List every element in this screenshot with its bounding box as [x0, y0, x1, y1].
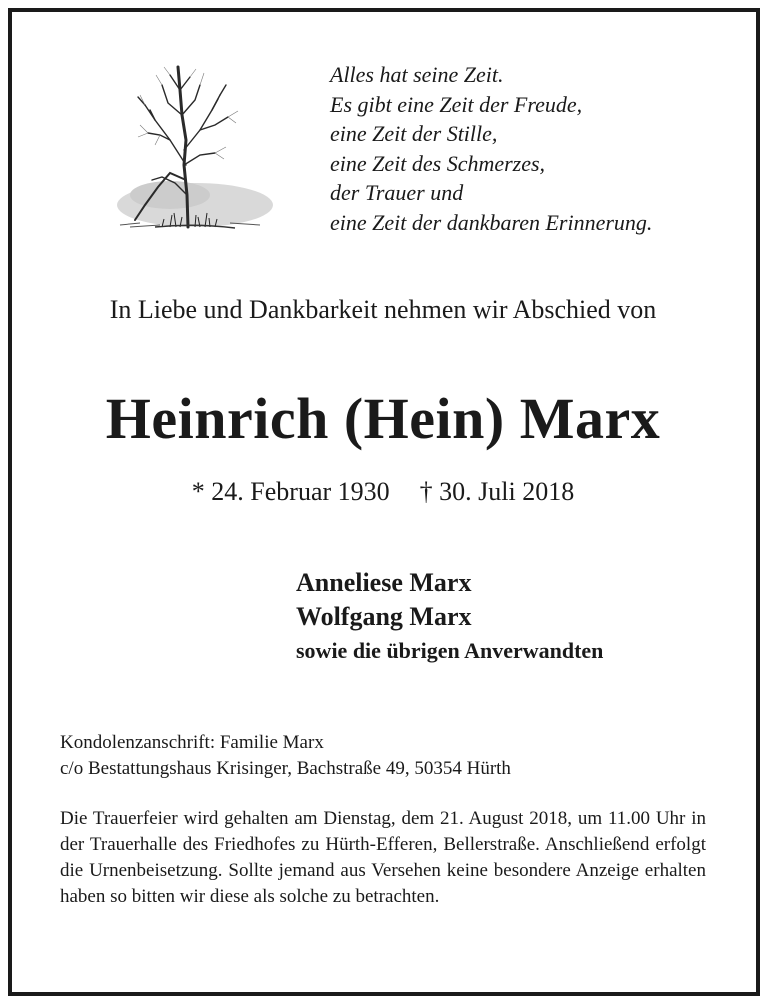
- poem-line: Alles hat seine Zeit.: [330, 62, 504, 87]
- condolence-address: [60, 730, 511, 782]
- birth-date: * 24. Februar 1930: [191, 477, 390, 506]
- tree-illustration: [100, 55, 275, 255]
- condolence-line: c/o Bestattungshaus Krisinger, Bachstraße 49, 50354 Hürth: [60, 758, 511, 779]
- poem-line: eine Zeit des Schmerzes,: [330, 150, 546, 176]
- service-info: Die Trauerfeier wird gehalten am Dienstag, dem 21. August 2018, um 11.00 Uhr in der Trauerhalle des Friedhofes zu Hürth-Efferen, Bellerstraße. Anschließend erfolgt die Urnenbeisetzung. Sollte jemand aus Versehen keine besondere Anzeige erhalten haben so bitten wir diese als solche zu betrachten.: [60, 808, 706, 907]
- intro-text: In Liebe und Dankbarkeit nehmen wir Abschied von: [109, 295, 657, 324]
- deceased-name: Heinrich (Hein) Marx: [105, 386, 661, 451]
- mourner-name: Anneliese Marx: [296, 568, 472, 597]
- relatives-line: sowie die übrigen Anverwandten: [296, 638, 604, 663]
- death-date: † 30. Juli 2018: [419, 477, 575, 506]
- poem-line: der Trauer und: [330, 180, 464, 205]
- poem-line: eine Zeit der Stille,: [330, 121, 498, 146]
- poem: [330, 60, 730, 237]
- poem-line: eine Zeit der dankbaren Erinnerung.: [330, 209, 653, 235]
- poem-line: Es gibt eine Zeit der Freude,: [330, 91, 583, 117]
- condolence-line: Kondolenzanschrift: Familie Marx: [60, 732, 324, 753]
- life-dates: [0, 477, 766, 507]
- mourners: [296, 566, 603, 668]
- mourner-name: Wolfgang Marx: [296, 602, 472, 631]
